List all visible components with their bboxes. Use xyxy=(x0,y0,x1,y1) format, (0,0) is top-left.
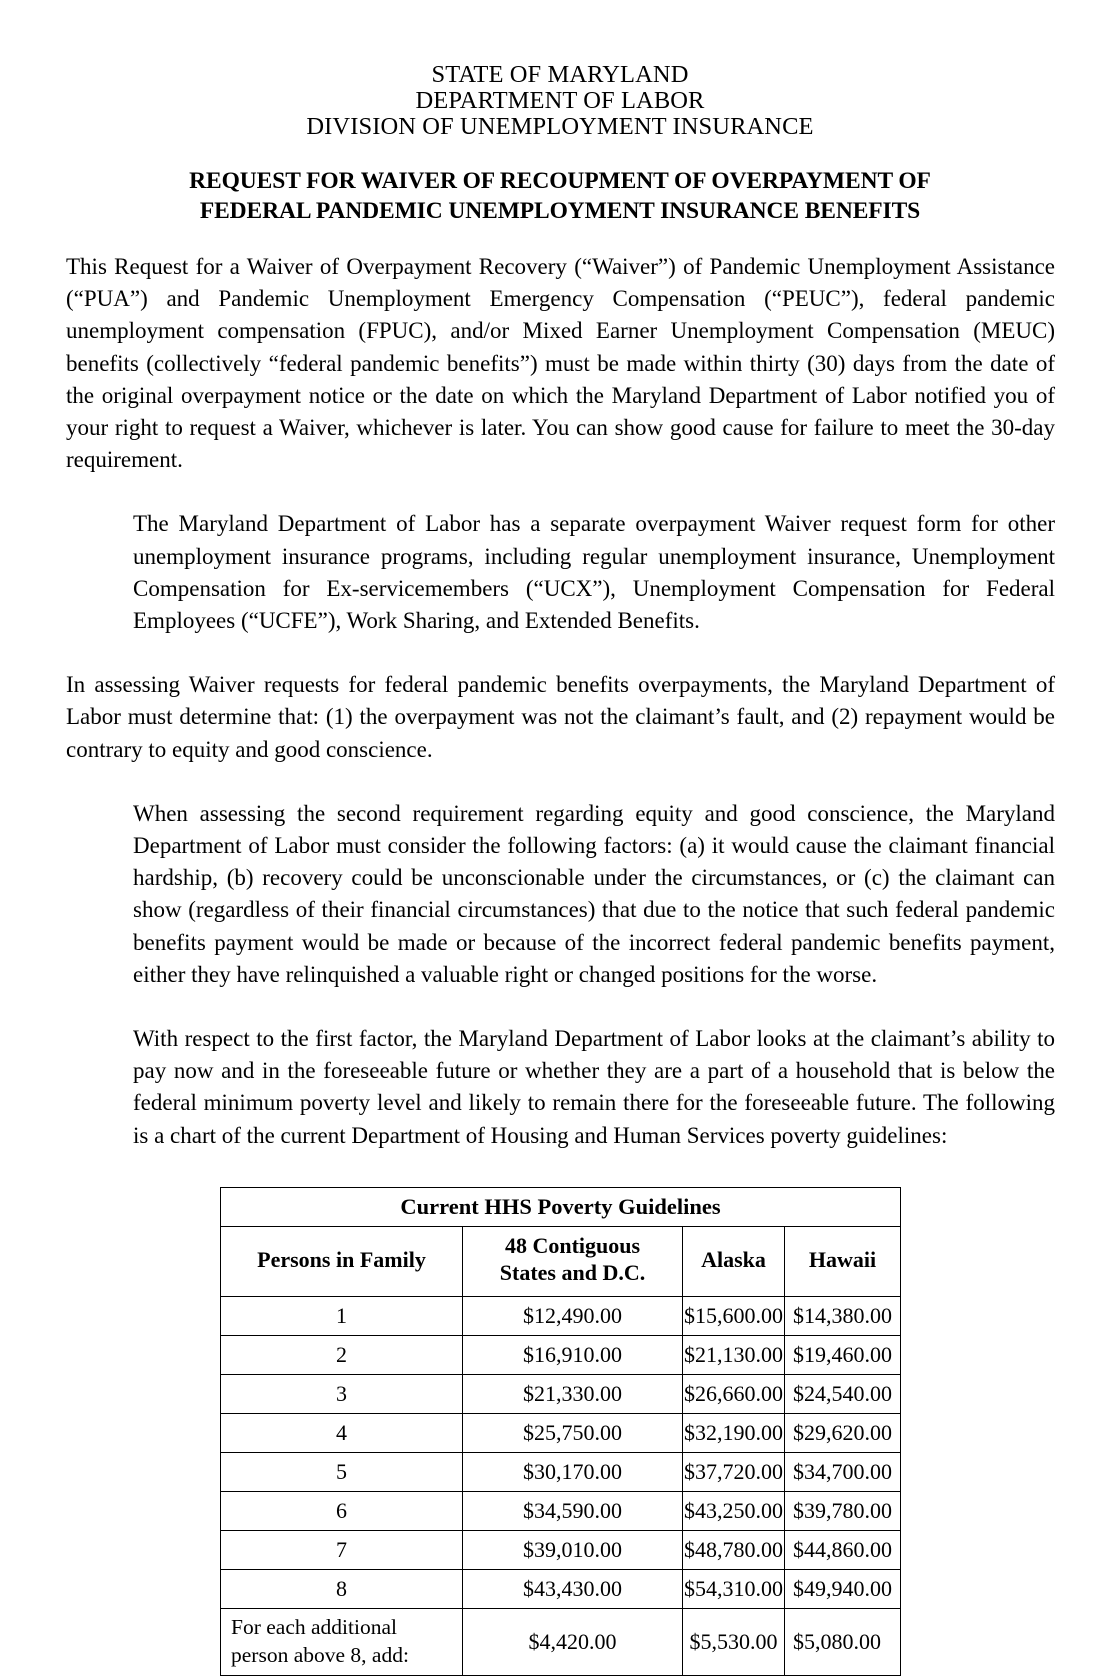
cell-persons: 7 xyxy=(221,1530,463,1569)
poverty-guidelines-table xyxy=(220,1187,901,1676)
cell-persons: 1 xyxy=(221,1296,463,1335)
cell-additional-contiguous: $4,420.00 xyxy=(463,1608,683,1675)
cell-alaska: $54,310.00 xyxy=(683,1569,785,1608)
document-body xyxy=(66,251,1055,1676)
cell-hawaii: $14,380.00 xyxy=(785,1296,901,1335)
cell-persons: 8 xyxy=(221,1569,463,1608)
cell-contiguous: $25,750.00 xyxy=(463,1413,683,1452)
cell-contiguous: $30,170.00 xyxy=(463,1452,683,1491)
cell-hawaii: $19,460.00 xyxy=(785,1335,901,1374)
table-row xyxy=(221,1335,901,1374)
paragraph-waiver-criteria: In assessing Waiver requests for federal pandemic benefits overpayments, the Maryland Department of Labor must determine that: (1) the overpayment was not the claimant’s fault, and (2) repayment would be contrary to equity and good conscience. xyxy=(66,672,1055,762)
table-row xyxy=(221,1452,901,1491)
cell-hawaii: $24,540.00 xyxy=(785,1374,901,1413)
cell-hawaii: $34,700.00 xyxy=(785,1452,901,1491)
cell-contiguous: $34,590.00 xyxy=(463,1491,683,1530)
column-header-contiguous-line-1: 48 Contiguous xyxy=(504,1232,641,1258)
cell-persons: 3 xyxy=(221,1374,463,1413)
poverty-guidelines-table-wrapper xyxy=(220,1187,900,1676)
cell-additional-hawaii: $5,080.00 xyxy=(785,1608,901,1675)
cell-hawaii: $49,940.00 xyxy=(785,1569,901,1608)
cell-hawaii: $39,780.00 xyxy=(785,1491,901,1530)
table-row xyxy=(221,1374,901,1413)
table-row-additional-person xyxy=(221,1608,901,1675)
agency-header-line-1: STATE OF MARYLAND xyxy=(431,61,689,88)
cell-hawaii: $29,620.00 xyxy=(785,1413,901,1452)
cell-additional-person-label xyxy=(221,1608,463,1675)
cell-persons: 5 xyxy=(221,1452,463,1491)
column-header-persons: Persons in Family xyxy=(221,1226,463,1296)
cell-contiguous: $12,490.00 xyxy=(463,1296,683,1335)
cell-alaska: $48,780.00 xyxy=(683,1530,785,1569)
agency-header-line-2: DEPARTMENT OF LABOR xyxy=(415,87,705,114)
table-row xyxy=(221,1491,901,1530)
column-header-hawaii: Hawaii xyxy=(785,1226,901,1296)
page-title xyxy=(0,166,1120,226)
table-row xyxy=(221,1296,901,1335)
cell-contiguous: $43,430.00 xyxy=(463,1569,683,1608)
cell-hawaii: $44,860.00 xyxy=(785,1530,901,1569)
additional-label-line-2: person above 8, add: xyxy=(231,1642,409,1667)
cell-alaska: $37,720.00 xyxy=(683,1452,785,1491)
column-header-alaska: Alaska xyxy=(683,1226,785,1296)
table-caption-row xyxy=(221,1187,901,1226)
column-header-contiguous xyxy=(463,1226,683,1296)
cell-additional-alaska: $5,530.00 xyxy=(683,1608,785,1675)
paragraph-intro: This Request for a Waiver of Overpayment Recovery (“Waiver”) of Pandemic Unemployment Assistance (“PUA”) and Pandemic Unemployment Emergency Compensation (“PEUC”), federal pandemic unemployment compensation (FPUC), and/or Mixed Earner Unemployment Compensation (MEUC) benefits (collectively “federal pandemic benefits”) must be made within thirty (30) days from the date of the original overpayment notice or the date on which the Maryland Department of Labor notified you of your right to request a Waiver, whichever is later. You can show good cause for failure to meet the 30-day requirement. xyxy=(66,254,1055,473)
table-row xyxy=(221,1530,901,1569)
table-row xyxy=(221,1413,901,1452)
page-title-line-2: FEDERAL PANDEMIC UNEMPLOYMENT INSURANCE BENEFITS xyxy=(199,198,921,224)
cell-alaska: $15,600.00 xyxy=(683,1296,785,1335)
cell-contiguous: $16,910.00 xyxy=(463,1335,683,1374)
paragraph-ability-to-pay: With respect to the first factor, the Maryland Department of Labor looks at the claimant’s ability to pay now and in the foreseeable future or whether they are a part of a household that is below the federal minimum poverty level and likely to remain there for the foreseeable future. The following is a chart of the current Department of Housing and Human Services poverty guidelines: xyxy=(133,1026,1055,1148)
cell-alaska: $26,660.00 xyxy=(683,1374,785,1413)
agency-header xyxy=(0,62,1120,140)
cell-alaska: $21,130.00 xyxy=(683,1335,785,1374)
cell-persons: 2 xyxy=(221,1335,463,1374)
paragraph-equity-factors: When assessing the second requirement regarding equity and good conscience, the Maryland Department of Labor must consider the following factors: (a) it would cause the claimant financial hardship, (b) recovery could be unconscionable under the circumstances, or (c) the claimant can show (regardless of their financial circumstances) that due to the notice that such federal pandemic benefits payment would be made or because of the incorrect federal pandemic benefits payment, either they have relinquished a valuable right or changed positions for the worse. xyxy=(133,800,1055,987)
cell-contiguous: $21,330.00 xyxy=(463,1374,683,1413)
cell-persons: 4 xyxy=(221,1413,463,1452)
table-row xyxy=(221,1569,901,1608)
table-header-row xyxy=(221,1226,901,1296)
table-caption: Current HHS Poverty Guidelines xyxy=(221,1187,901,1226)
page-title-line-1: REQUEST FOR WAIVER OF RECOUPMENT OF OVERPAYMENT OF xyxy=(189,168,931,194)
additional-label-line-1: For each additional xyxy=(231,1614,397,1639)
paragraph-other-programs: The Maryland Department of Labor has a separate overpayment Waiver request form for other unemployment insurance programs, including regular unemployment insurance, Unemployment Compensation for Ex-servicemembers (“UCX”), Unemployment Compensation for Federal Employees (“UCFE”), Work Sharing, and Extended Benefits. xyxy=(133,511,1055,634)
cell-persons: 6 xyxy=(221,1491,463,1530)
cell-alaska: $43,250.00 xyxy=(683,1491,785,1530)
cell-alaska: $32,190.00 xyxy=(683,1413,785,1452)
agency-header-line-3: DIVISION OF UNEMPLOYMENT INSURANCE xyxy=(306,113,814,140)
column-header-contiguous-line-2: States and D.C. xyxy=(499,1259,646,1285)
cell-contiguous: $39,010.00 xyxy=(463,1530,683,1569)
